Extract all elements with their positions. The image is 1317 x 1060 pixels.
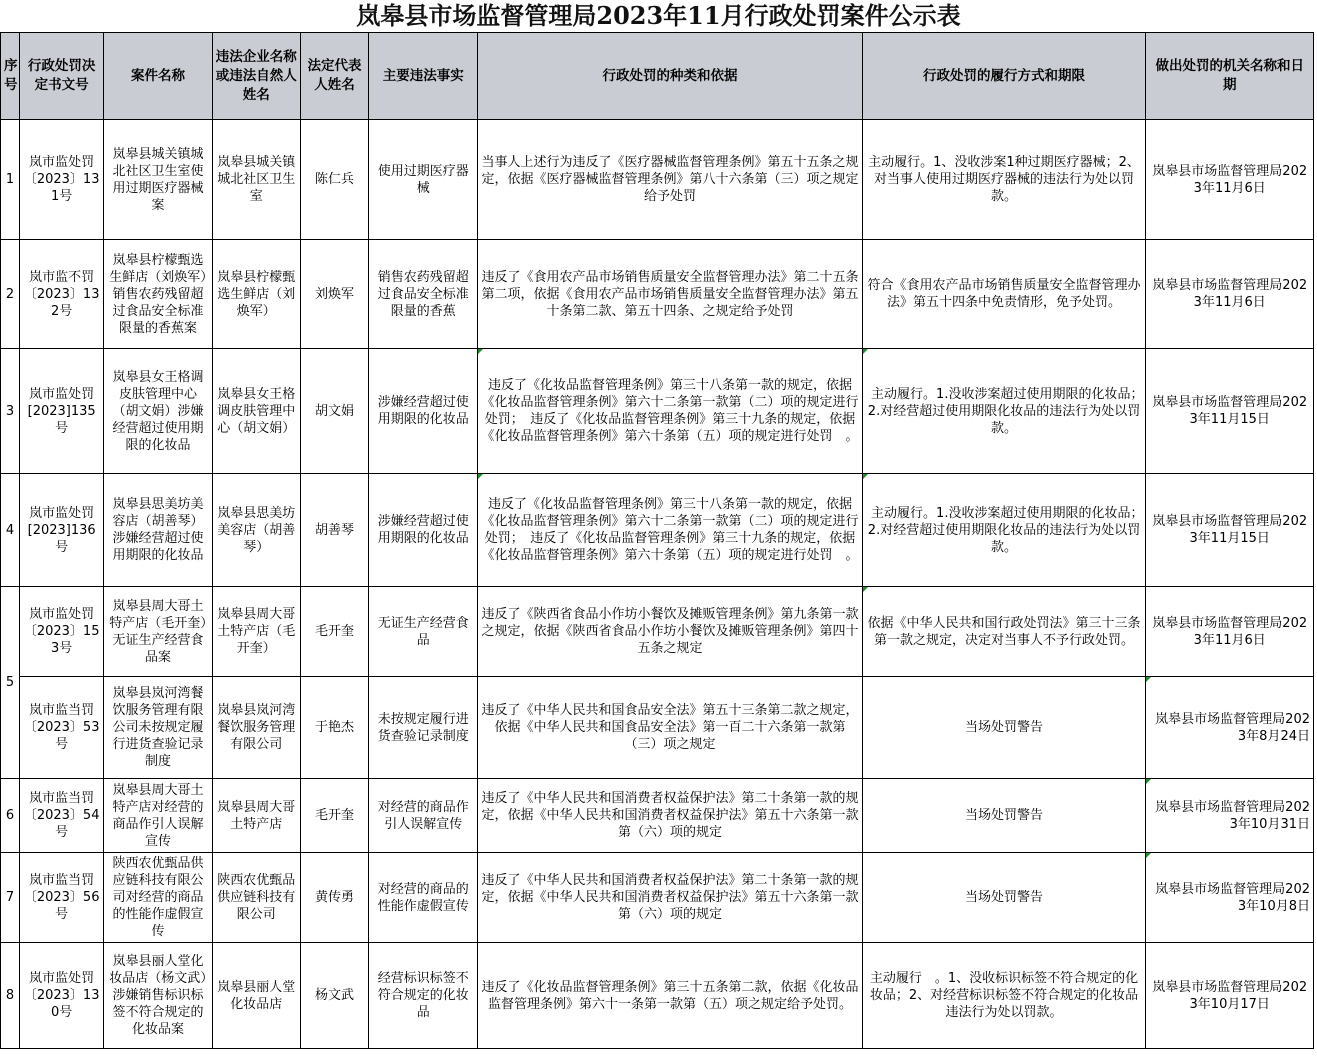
header-seq: 序号 [1, 33, 20, 120]
cell-legal-rep: 刘焕军 [300, 240, 368, 349]
cell-case-name: 岚皋县女王格调皮肤管理中心（胡文娟）涉嫌经营超过使用期限的化妆品 [104, 349, 212, 474]
table-row [1, 779, 1314, 853]
cell-facts: 未按规定履行进货查验记录制度 [369, 677, 478, 779]
table-row [1, 943, 1314, 1049]
cell-facts: 经营标识标签不符合规定的化妆品 [369, 943, 478, 1049]
cell-facts: 对经营的商品作引人误解宣传 [369, 779, 478, 853]
cell-basis: 违反了《中华人民共和国食品安全法》第五十三条第二款之规定，依据《中华人民共和国食品安全法》第一百二十六条第一款第（三）项之规定 [478, 677, 862, 779]
cell-legal-rep: 黄传勇 [300, 853, 368, 943]
table-row [1, 349, 1314, 474]
cell-execution: 符合《食用农产品市场销售质量安全监督管理办法》第五十四条中免责情形，免予处罚。 [862, 240, 1146, 349]
cell-party: 岚皋县女王格调皮肤管理中心（胡文娟） [212, 349, 300, 474]
cell-legal-rep: 胡文娟 [300, 349, 368, 474]
cell-case-name: 岚皋县思美坊美容店（胡善琴）涉嫌经营超过使用期限的化妆品 [104, 474, 212, 587]
cell-doc-no: 岚市监处罚〔2023〕130号 [20, 943, 104, 1049]
table-row [1, 587, 1314, 677]
table-row [1, 240, 1314, 349]
cell-execution: 主动履行。1.没收涉案超过使用期限的化妆品； 2.对经营超过使用期限化妆品的违法行为处以罚款。 [862, 349, 1146, 474]
header-authority: 做出处罚的机关名称和日期 [1146, 33, 1314, 120]
cell-basis: 违反了《中华人民共和国消费者权益保护法》第二十条第一款的规定，依据《中华人民共和国消费者权益保护法》第五十六条第一款第（六）项的规定 [478, 779, 862, 853]
header-execution: 行政处罚的履行方式和期限 [862, 33, 1146, 120]
cell-basis: 违反了《化妆品监督管理条例》第三十五条第二款，依据《化妆品监督管理条例》第六十一条第一款第（五）项之规定给予处罚。 [478, 943, 862, 1049]
cell-authority: 岚皋县市场监督管理局2023年10月31日 [1146, 779, 1314, 853]
cell-basis: 违反了《化妆品监督管理条例》第三十八条第一款的规定，依据《化妆品监督管理条例》第六十二条第一款第（二）项的规定进行处罚； 违反了《化妆品监督管理条例》第三十九条的规定，依据《化妆品监督管理条例》第六十条第（五）项的规定进行处罚 。 [478, 474, 862, 587]
cell-authority: 岚皋县市场监督管理局2023年11月15日 [1146, 474, 1314, 587]
cell-basis: 违反了《食用农产品市场销售质量安全监督管理办法》第二十五条第二项，依据《食用农产品市场销售质量安全监督管理办法》第五十条第二款、第五十四条、之规定给予处罚 [478, 240, 862, 349]
cell-seq: 8 [1, 943, 20, 1049]
cell-doc-no: 岚市监不罚〔2023〕132号 [20, 240, 104, 349]
cell-doc-no: 岚市监处罚[2023]136号 [20, 474, 104, 587]
header-row [1, 33, 1314, 120]
cell-case-name: 岚皋县丽人堂化妆品店（杨文武）涉嫌销售标识标签不符合规定的化妆品案 [104, 943, 212, 1049]
cell-facts: 无证生产经营食品 [369, 587, 478, 677]
cell-seq: 5 [1, 587, 20, 779]
cell-authority: 岚皋县市场监督管理局2023年11月6日 [1146, 240, 1314, 349]
cell-doc-no: 岚市监处罚〔2023〕131号 [20, 120, 104, 240]
cell-doc-no: 岚市监当罚〔2023〕53号 [20, 677, 104, 779]
cell-execution: 当场处罚警告 [862, 677, 1146, 779]
cell-execution: 当场处罚警告 [862, 853, 1146, 943]
cell-party: 岚皋县思美坊美容店（胡善琴） [212, 474, 300, 587]
cell-legal-rep: 于艳杰 [300, 677, 368, 779]
cell-doc-no: 岚市监处罚[2023]135号 [20, 349, 104, 474]
header-case-name: 案件名称 [104, 33, 212, 120]
cell-doc-no: 岚市监处罚〔2023〕153号 [20, 587, 104, 677]
cell-seq: 1 [1, 120, 20, 240]
cell-legal-rep: 胡善琴 [300, 474, 368, 587]
cell-execution: 主动履行。1.没收涉案超过使用期限的化妆品； 2.对经营超过使用期限化妆品的违法行为处以罚款。 [862, 474, 1146, 587]
cell-basis: 违反了《中华人民共和国消费者权益保护法》第二十条第一款的规定，依据《中华人民共和国消费者权益保护法》第五十六条第一款第（六）项的规定 [478, 853, 862, 943]
table-row [1, 120, 1314, 240]
cell-seq: 7 [1, 853, 20, 943]
cell-facts: 对经营的商品的性能作虚假宣传 [369, 853, 478, 943]
header-facts: 主要违法事实 [369, 33, 478, 120]
cell-facts: 涉嫌经营超过使用期限的化妆品 [369, 474, 478, 587]
cell-case-name: 岚皋县岚河湾餐饮服务管理有限公司未按规定履行进货查验记录制度 [104, 677, 212, 779]
cell-execution: 当场处罚警告 [862, 779, 1146, 853]
cell-facts: 涉嫌经营超过使用期限的化妆品 [369, 349, 478, 474]
table-row [1, 853, 1314, 943]
cell-doc-no: 岚市监当罚〔2023〕56号 [20, 853, 104, 943]
cell-basis: 当事人上述行为违反了《医疗器械监督管理条例》第五十五条之规定，依据《医疗器械监督管理条例》第八十六条第（三）项之规定给予处罚 [478, 120, 862, 240]
cell-facts: 销售农药残留超过食品安全标准限量的香蕉 [369, 240, 478, 349]
cell-seq: 2 [1, 240, 20, 349]
cell-basis: 违反了《陕西省食品小作坊小餐饮及摊贩管理条例》第九条第一款之规定，依据《陕西省食品小作坊小餐饮及摊贩管理条例》第四十五条之规定 [478, 587, 862, 677]
header-basis: 行政处罚的种类和依据 [478, 33, 862, 120]
cell-party: 岚皋县周大哥土特产店 [212, 779, 300, 853]
cell-authority: 岚皋县市场监督管理局2023年10月17日 [1146, 943, 1314, 1049]
cell-seq: 6 [1, 779, 20, 853]
cell-case-name: 岚皋县柠檬甄选生鲜店（刘焕军）销售农药残留超过食品安全标准限量的香蕉案 [104, 240, 212, 349]
cell-case-name: 岚皋县城关镇城北社区卫生室使用过期医疗器械案 [104, 120, 212, 240]
cell-legal-rep: 毛开奎 [300, 587, 368, 677]
header-party: 违法企业名称或违法自然人姓名 [212, 33, 300, 120]
cell-execution: 依据《中华人民共和国行政处罚法》第三十三条第一款之规定，决定对当事人不予行政处罚。 [862, 587, 1146, 677]
cell-legal-rep: 杨文武 [300, 943, 368, 1049]
table-row [1, 677, 1314, 779]
cell-legal-rep: 陈仁兵 [300, 120, 368, 240]
cell-facts: 使用过期医疗器械 [369, 120, 478, 240]
cell-party: 岚皋县周大哥土特产店（毛开奎） [212, 587, 300, 677]
cell-authority: 岚皋县市场监督管理局2023年11月6日 [1146, 120, 1314, 240]
cell-party: 岚皋县丽人堂化妆品店 [212, 943, 300, 1049]
cell-seq: 3 [1, 349, 20, 474]
cell-execution: 主动履行 。1、没收标识标签不符合规定的化妆品；2、对经营标识标签不符合规定的化妆品违法行为处以罚款。 [862, 943, 1146, 1049]
cell-case-name: 岚皋县周大哥土特产店（毛开奎）无证生产经营食品案 [104, 587, 212, 677]
cell-party: 岚皋县岚河湾餐饮服务管理有限公司 [212, 677, 300, 779]
penalty-table [0, 32, 1314, 1049]
cell-execution: 主动履行。1、没收涉案1种过期医疗器械；2、对当事人使用过期医疗器械的违法行为处以罚款。 [862, 120, 1146, 240]
table-row [1, 474, 1314, 587]
cell-seq: 4 [1, 474, 20, 587]
header-doc-no: 行政处罚决定书文号 [20, 33, 104, 120]
header-legal-rep: 法定代表人姓名 [300, 33, 368, 120]
page-title: 岚皋县市场监督管理局2023年11月行政处罚案件公示表 [356, 1, 961, 30]
cell-authority: 岚皋县市场监督管理局2023年11月6日 [1146, 587, 1314, 677]
cell-party: 岚皋县城关镇城北社区卫生室 [212, 120, 300, 240]
cell-party: 陕西农优甄品供应链科技有限公司 [212, 853, 300, 943]
cell-legal-rep: 毛开奎 [300, 779, 368, 853]
cell-case-name: 岚皋县周大哥土特产店对经营的商品作引人误解宣传 [104, 779, 212, 853]
cell-authority: 岚皋县市场监督管理局2023年10月8日 [1146, 853, 1314, 943]
cell-party: 岚皋县柠檬甄选生鲜店（刘焕军） [212, 240, 300, 349]
cell-authority: 岚皋县市场监督管理局2023年11月15日 [1146, 349, 1314, 474]
cell-doc-no: 岚市监当罚〔2023〕54号 [20, 779, 104, 853]
cell-case-name: 陕西农优甄品供应链科技有限公司对经营的商品的性能作虚假宣传 [104, 853, 212, 943]
cell-authority: 岚皋县市场监督管理局2023年8月24日 [1146, 677, 1314, 779]
cell-basis: 违反了《化妆品监督管理条例》第三十八条第一款的规定，依据《化妆品监督管理条例》第六十二条第一款第（二）项的规定进行处罚； 违反了《化妆品监督管理条例》第三十九条的规定，依据《化妆品监督管理条例》第六十条第（五）项的规定进行处罚 。 [478, 349, 862, 474]
